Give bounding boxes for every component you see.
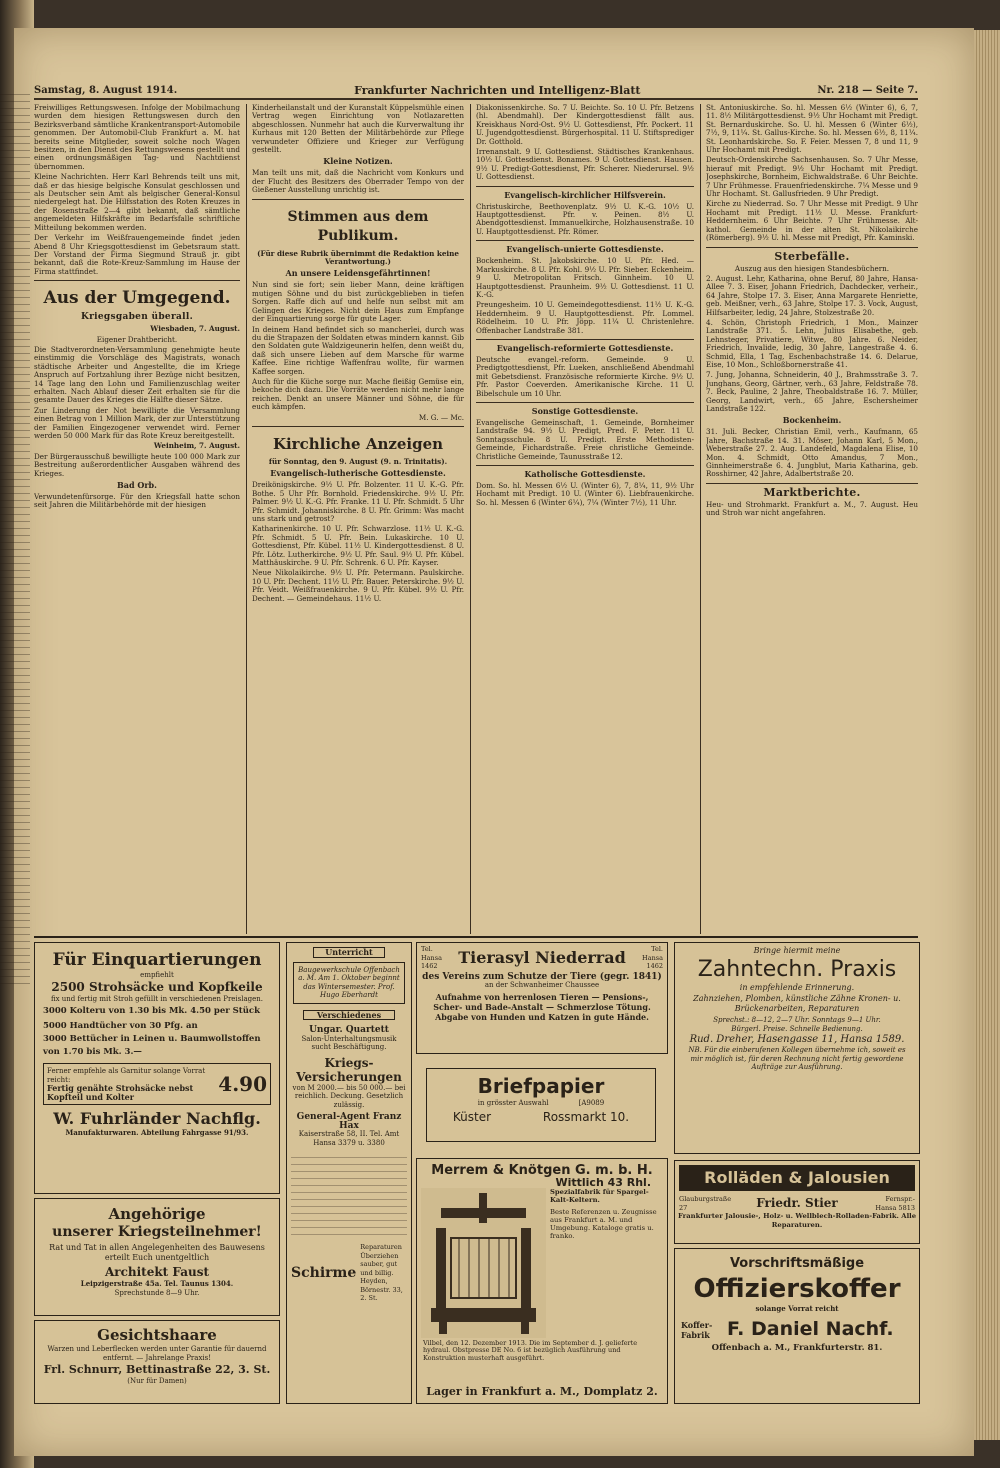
- subheading-sonstige: Sonstige Gottesdienste.: [531, 405, 639, 416]
- divider: [476, 465, 694, 466]
- ad-title: Briefpapier: [477, 1074, 605, 1098]
- article-paragraph: Heu- und Strohmarkt. Frankfurt a. M., 7. August. Heu und Stroh war nicht angefahren.: [706, 499, 918, 518]
- dateline: Weinheim, 7. August.: [153, 441, 240, 451]
- subheading-katholisch: Katholische Gottesdienste.: [524, 469, 646, 479]
- ad-text: von M 2000.— bis 50 000.— bei reichlich. Deckung. Gesetzlich zulässig.: [292, 1083, 406, 1109]
- divider: [476, 402, 694, 403]
- classified-label-verschiedenes: Verschiedenes: [303, 1010, 395, 1021]
- dateline: Wiesbaden, 7. August.: [150, 324, 240, 334]
- ad-angehoerige: [34, 1198, 280, 1316]
- ad-city: Wittlich 43 Rhl.: [555, 1176, 651, 1189]
- ad-text: Bringe hiermit meine: [753, 946, 841, 955]
- ad-gesichtshaare: [34, 1320, 280, 1404]
- ad-text: an der Schwanheimer Chaussee: [484, 981, 600, 989]
- article-paragraph: Deutsche evangel.-reform. Gemeinde. 9 U. Predigtgottesdienst, Pfr. Lueken, anschließend Abendmahl mit Gebetsdienst. Französische reformierte Kirche. 9½ U. Pfr. Pastor Coeverden. Amerikanische Kirche. 11 U. Bibelschule um 10 Uhr.: [476, 354, 694, 398]
- section-heading-sterbefaelle: Sterbefälle.: [774, 249, 850, 263]
- article-paragraph: Nun sind sie fort; sein lieber Mann, deine kräftigen mutigen Söhne und du bist zurückgeblieben in tiefen Sorgen. Raffe dich auf und helfe nun selbst mit am Gelingen des Krieges. Nicht dein Haus zum Empfange der Einquartierung sorge für gute Lager.: [252, 280, 464, 324]
- header-page-number: Nr. 218 — Seite 7.: [817, 84, 918, 96]
- ad-title: Gesichtshaare: [97, 1326, 217, 1344]
- ad-tierasyl: [416, 942, 668, 1054]
- subheading-standesbuecher: Auszug aus den hiesigen Standesbüchern.: [734, 263, 890, 273]
- ad-briefpapier: [426, 1068, 656, 1142]
- ad-footer: Lager in Frankfurt a. M., Domplatz 2.: [426, 1385, 658, 1398]
- article-paragraph: Katharinenkirche. 10 U. Pfr. Schwarzlose. 11½ U. K.-G. Pfr. Schmidt. 5 U. Pfr. Bein. Lukaskirche. 10 U. Gottesdienst, Pfr. Kübel. 11½ U. Kindergottesdienst. 8 U. Pfr. Lötz. Lutherkirche. 9½ U. Pfr. Saul. 9½ U. Pfr. Kübel. Matthäuskirche. 9 U. Pfr. Schrenk. 6 U. Pfr. Kayser.: [252, 524, 464, 568]
- ad-text: Manufakturwaren. Abteilung Fahrgasse 91/93.: [65, 1128, 249, 1137]
- ad-address: Offenbach a. M., Frankfurterstr. 81.: [711, 1342, 883, 1353]
- article-paragraph: Dom. So. hl. Messen 6½ U. (Winter 6), 7, 8¼, 11, 9½ Uhr Hochamt mit Predigt. 10 U. (Winter 6). Liebfrauenkirche. So. hl. Messen 6 (Winter 6¼), 7¼ (Winter 7½), 11 Uhr.: [476, 481, 694, 507]
- column-4: [706, 104, 918, 932]
- ad-item: 3000 Kolteru von 1.30 bis Mk. 4.50 per Stück: [43, 1006, 260, 1016]
- ad-text: Sprechstunde 8—9 Uhr.: [114, 1288, 200, 1297]
- article-paragraph: Kirche zu Niederrad. So. 7 Uhr Messe mit Predigt. 9 Uhr Hochamt mit Predigt. 11½ U. Messe. Frankfurt-Heddernheim. 6 Uhr Beichte. 7 Uhr Frühmesse. Alt-kathol. Gemeinde in der alten St. Nikolaikirche (Römerberg). 9½ U. hl. Messe mit Predigt, Pfr. Kaminski.: [706, 199, 918, 243]
- article-paragraph: Der Verkehr im Weißfrauengemeinde findet jeden Abend 8 Uhr Kriegsgottesdienst im Gebetsraum statt. Der Vorstand der Firma Siegmund Strauß jr. gibt bekannt, daß die Rote-Kreuz-Sammlung im Hause der Firma stattfindet.: [34, 233, 240, 276]
- divider: [476, 240, 694, 241]
- divider: [476, 186, 694, 187]
- subheading-hilfsverein: Evangelisch-kirchlicher Hilfsverein.: [504, 189, 666, 200]
- section-heading-markt: Marktberichte.: [763, 485, 861, 499]
- ad-offer-box: [43, 1063, 271, 1105]
- article-paragraph: 31. Juli. Becker, Christian Emil, verh., Kaufmann, 65 Jahre, Bachstraße 14. 31. Möser, Johann Karl, 5 Mon., Weberstraße 27. 2. Aug. Landefeld, Magdalena Elise, 10 Mon. 4. Schmidt, Otto Amandus, 7 Mon., Ginnheimerstraße 6. 4. Jungblut, Maria Katharina, geb. Rosshirner, 42 Jahre, Adalbertstraße 20.: [706, 427, 918, 479]
- article-paragraph: Preungesheim. 10 U. Gemeindegottesdienst. 11½ U. K.-G. Heddernheim. 9 U. Hauptgottesdienst. Pfr. Lommel. Rödelheim. 10 U. Pfr. Jöpp. 11¼ U. Christenlehre. Offenbacher Landstraße 381.: [476, 300, 694, 335]
- ad-text: Baugewerkschule Offenbach a. M. Am 1. Oktober beginnt das Wintersemester. Prof. Hugo Eberhardt: [293, 962, 405, 1004]
- article-paragraph: 2. August. Lehr, Katharina, ohne Beruf, 80 Jahre, Hansa-Allee 7. 3. Eiser, Johann Friedrich, Dachdecker, verheir., 64 Jahre, Stolpe 17. 3. Eiser, Anna Margarete Henriette, geb. Meißner, verh., 63 Jahre, Stolpe 17. 3. Vock, August, Hilfsarbeiter, ledig, 24 Jahre, Stolzestraße 20.: [706, 273, 918, 317]
- ad-title: Rolläden & Jalousien: [679, 1165, 915, 1191]
- subheading-bockenheim: Bockenheim.: [782, 415, 842, 426]
- ad-title: Ungar. Quartett: [309, 1025, 389, 1035]
- ad-text: Zahnziehen, Plomben, künstliche Zähne Kronen- u. Brückenarbeiten, Reparaturen: [693, 994, 901, 1013]
- ad-text: Sprechst.: 8—12, 2—7 Uhr. Sonntags 9—1 Uhr.: [713, 1016, 881, 1024]
- fruit-press-illustration: [421, 1188, 546, 1338]
- subheading-reformiert: Evangelisch-reformierte Gottesdienste.: [496, 342, 674, 353]
- article-paragraph: Bockenheim. St. Jakobskirche. 10 U. Pfr. Hed. — Markuskirche. 8 U. Pfr. Kohl. 9½ U. Pfr. Sieber. Eckenheim. 9 U. Metropolitan Fritsch. Ginnheim. 10 U. Hauptgottesdienst. Praunheim. 9½ U. Gottesdienst. 11 U. K.-G.: [476, 256, 694, 299]
- ad-text: Frankfurter Jalousie-, Holz- u. Wellblech-Rolladen-Fabrik. Alle Reparaturen.: [677, 1212, 917, 1229]
- article-paragraph: Kinderheilanstalt und der Kuranstalt Küppelsmühle einen Vertrag wegen Einrichtung von Notlazaretten abgeschlossen. Nunmehr hat auch die Kurverwaltung ihr Kurhaus mit 120 Betten der Militärbehörde zur Pflege verwundeter Offiziere und Krieger zur Verfügung gestellt.: [252, 104, 464, 155]
- ad-phone: Fernspr.-Hansa 5813: [875, 1195, 915, 1212]
- ad-text: solange Vorrat reicht: [755, 1304, 839, 1313]
- ad-name: General-Agent Franz Hax: [296, 1112, 402, 1131]
- article-paragraph: Deutsch-Ordenskirche Sachsenhausen. So. 7 Uhr Messe, hierauf mit Predigt. 9½ Uhr Hochamt mit Predigt. Josephskirche, Bornheim, Eichwaldstraße. 6 Uhr Beichte. 7 Uhr Frühmesse. Frauenfriedenskirche. 7¼ Messe und 9 Uhr Hochamt. St. Gallusfrieden. 9 Uhr Predigt.: [706, 155, 918, 199]
- ad-name: Rud. Dreher, Hasengasse 11, Hansa 1589.: [689, 1034, 905, 1045]
- ad-code: [A9089: [578, 1099, 605, 1107]
- subheading-kriegsgaben: Kriegsgaben überall.: [81, 312, 193, 323]
- ad-text: in grösster Auswahl: [477, 1099, 549, 1107]
- divider: [252, 199, 464, 200]
- signature: M. G. — Mc.: [418, 412, 464, 422]
- sunday-date: für Sonntag, den 9. August (9. n. Trinitatis).: [268, 456, 448, 466]
- section-heading-umgegend: Aus der Umgegend.: [43, 288, 231, 309]
- ad-title: Merrem & Knötgen G. m. b. H.: [431, 1163, 653, 1178]
- column-rule: [246, 104, 247, 934]
- article-paragraph: Der Bürgerausschuß bewilligte heute 100 000 Mark zur Bestreitung außerordentlicher Ausgaben während des Krieges.: [34, 451, 240, 478]
- article-paragraph: St. Antoniuskirche. So. hl. Messen 6½ (Winter 6), 6, 7, 11. 8½ Militärgottesdienst. 9½ Uhr Hochamt mit Predigt. St. Bernarduskirche. So. U. hl. Messen 6 (Winter 6½), 7½, 9, 11¼. St. Gallus-Kirche. So. hl. Messen 6½, 8, 11¼. St. Leonhardskirche. So. F. Feier. Messen 7, 8 und 11, 9 Uhr Hochamt mit Predigt.: [706, 104, 918, 155]
- article-paragraph: In deinem Hand befindet sich so mancherlei, durch was du die Strapazen der Soldaten etwas mindern kannst. Gib den Soldaten gute Waldzigeunerin helfen, denn weißt du, daß sich unsere Lieben auf dem Marsche für warme Kaffee. Eine richtige Waffenfrau wollte, für warmen Kaffee sorgen.: [252, 324, 464, 376]
- article-paragraph: Irrenanstalt. 9 U. Gottesdienst. Städtisches Krankenhaus. 10½ U. Gottesdienst. Bonames. 9 U. Gottesdienst. Hausen. 9½ U. Predigt-Gottesdienst, Pfr. Scherer. Niederursel. 9½ U. Gottesdienst.: [476, 147, 694, 182]
- subheading-leidensgefaehrtinnen: An unsere Leidensgefährtinnen!: [285, 268, 431, 279]
- ad-einquartierung: [34, 942, 280, 1194]
- ad-merrem: [416, 1158, 668, 1404]
- article-paragraph: Christuskirche, Beethovenplatz. 9½ U. K.-G. 10½ U. Hauptgottesdienst. Pfr. v. Peinen. 8½ U. Abendgottesdienst. Immanuelkirche, Holzhausenstraße. 10 U. Hauptgottesdienst. Pfr. Römer.: [476, 201, 694, 236]
- ad-title: Zahntechn. Praxis: [697, 956, 897, 982]
- ad-schirme: [287, 1243, 411, 1303]
- article-paragraph: Diakonissenkirche. So. 7 U. Beichte. So. 10 U. Pfr. Betzens (hl. Abendmahl). Der Kindergottesdienst fällt aus. Kreiskhaus Nord-Ost. 9½ U. Gottesdienst, Pfr. Pockert. 11 U. Jugendgottesdienst. Bürgerhospital. 11 U. Stiftsprediger Dr. Gotthold.: [476, 104, 694, 146]
- ad-title: unserer Kriegsteilnehmer!: [52, 1224, 262, 1240]
- article-paragraph: Neue Nikolaikirche. 9½ U. Pfr. Petermann. Paulskirche. 10 U. Pfr. Dechent. 11½ U. Pfr. Bauer. Peterskirche. 9½ U. Pfr. Veidt. Weißfrauenkirche. 9 U. Pfr. Kübel. 9½ U. Pfr. Dechent. — Gemeindehaus. 11½ U.: [252, 568, 464, 603]
- header-date: Samstag, 8. August 1914.: [34, 84, 178, 96]
- ad-name: Friedr. Stier: [756, 1196, 838, 1211]
- divider: [706, 483, 918, 484]
- section-heading-stimmen: Stimmen aus dem Publikum.: [287, 208, 429, 244]
- ads-divider: [34, 936, 918, 938]
- ad-text: in empfehlende Erinnerung.: [739, 982, 855, 992]
- ad-text: Reparaturen Überziehen sauber, gut und billig. Heyden, Börnestr. 33, 2. St.: [360, 1243, 403, 1302]
- previous-page-strip: [0, 88, 30, 988]
- ad-text: fix und fertig mit Stroh gefüllt in verschiedenen Preislagen.: [50, 994, 264, 1003]
- dateline: Bad Orb.: [117, 480, 157, 491]
- ad-title: Kriegs-Versicherungen: [296, 1055, 402, 1084]
- ad-text: Aufnahme von herrenlosen Tieren — Pensions-, Scher- und Bade-Anstalt — Schmerzlose Tötung. Abgabe von Hunden und Katzen in gute Hände.: [433, 991, 651, 1022]
- page-header: [34, 82, 918, 100]
- ad-title: Für Einquartierungen: [52, 950, 262, 970]
- ad-name: Frl. Schnurr, Bettinastraße 22, 3. St.: [43, 1363, 271, 1376]
- ad-text: Bürgerl. Preise. Schnelle Bedienung.: [731, 1024, 863, 1033]
- column-2: [252, 104, 464, 932]
- ad-text: Rat und Tat in allen Angelegenheiten des Bauwesens erteilt Euch unentgeltlich: [49, 1243, 265, 1262]
- ad-title: Schirme: [291, 1264, 357, 1281]
- ad-title: Angehörige: [108, 1205, 206, 1223]
- subheading-ev-lutherisch: Evangelisch-lutherische Gottesdienste.: [270, 468, 446, 479]
- article-paragraph: Man teilt uns mit, daß die Nachricht vom Konkurs und der Flucht des Besitzers des Oberrader Tempo von der Gießener Ausstellung unrichtig ist.: [252, 168, 464, 195]
- ad-text: empfiehlt: [140, 971, 174, 979]
- ad-title: Vorschriftsmäßige: [729, 1256, 865, 1271]
- divider: [252, 426, 464, 427]
- subheading-notizen: Kleine Notizen.: [323, 156, 393, 167]
- article-paragraph: Zur Linderung der Not bewilligte die Versammlung einen Betrag von 1 Million Mark, der zur Unterstützung der Familien Eingezogener verwendet wird. Ferner werden 50 000 Mark für das Rote Kreuz bereitgestellt.: [34, 405, 240, 440]
- ad-name: Architekt Faust: [104, 1265, 210, 1279]
- byline: Eigener Drahtbericht.: [96, 334, 178, 344]
- page-edge-stack: [974, 30, 1000, 1440]
- classified-label-unterricht: Unterricht: [313, 947, 385, 958]
- ad-title: Offizierskoffer: [693, 1274, 901, 1304]
- ad-headline: 2500 Strohsäcke und Kopfkeile: [51, 979, 263, 994]
- ad-text: Leipzigerstraße 45a. Tel. Taunus 1304.: [80, 1279, 234, 1288]
- ad-text: Beste Referenzen u. Zeugnisse aus Frankfurt a. M. und Umgebung. Kataloge gratis u. franko.: [550, 1207, 657, 1240]
- ad-rollaeden: [674, 1160, 920, 1244]
- ad-title: Tierasyl Niederrad: [458, 947, 626, 967]
- divider: [34, 280, 240, 281]
- ad-text: Ferner empfehle als Garnitur solange Vorrat reicht:: [47, 1067, 206, 1084]
- column-rule: [700, 104, 701, 934]
- classified-small-ads: [291, 1151, 407, 1239]
- divider: [476, 339, 694, 340]
- ad-zahntechnik: [674, 942, 920, 1154]
- ad-address: Glauburgstraße 27: [679, 1195, 732, 1212]
- ad-classifieds: [286, 942, 412, 1404]
- header-masthead: Frankfurter Nachrichten und Intelligenz-Blatt: [354, 83, 641, 97]
- ad-name: Küster: [452, 1109, 492, 1124]
- ad-phone: Tel. Hansa 1462: [421, 945, 442, 970]
- ad-subtitle: des Vereins zum Schutze der Tiere (gegr. 1841): [422, 971, 662, 982]
- article-paragraph: Kleine Nachrichten. Herr Karl Behrends teilt uns mit, daß er das hiesige belgische Konsulat geschlossen und als Deutscher sein Amt als belgischer General-Konsul niedergelegt hat. Die Hilfsstation des Roten Kreuzes in der Rosenstraße 2—4 gibt bekannt, daß sämtliche angemeldeten Hilfskräfte im Bedarfsfalle schriftliche Mitteilung bekommen werden.: [34, 172, 240, 232]
- ad-phone: Tel. Hansa 1462: [642, 945, 663, 970]
- ad-text: Salon-Unterhaltungsmusik sucht Beschäftigung.: [301, 1034, 397, 1051]
- ad-item: 3000 Bettücher in Leinen u. Baumwollstoffen von 1.70 bis Mk. 3.—: [43, 1034, 261, 1057]
- article-paragraph: Evangelische Gemeinschaft, 1. Gemeinde, Bornheimer Landstraße 94. 9½ U. Predigt, Pred. F. Peter. 11 U. Sonntagsschule. 8 U. Predigt. Erste Methodisten-Gemeinde, Fichardstraße. Freie christliche Gemeinde. Christliche Gemeinde, Taunusstraße 12.: [476, 417, 694, 461]
- ad-firm: W. Fuhrländer Nachflg.: [53, 1109, 261, 1128]
- article-paragraph: 7. Jung, Johanna, Schneiderin, 40 J., Brahmsstraße 3. 7. Junghans, Georg, Gärtner, verh., 63 Jahre, Feldstraße 78. 7. Beck, Pauline, 2 Jahre, Theobaldstraße 16. 7. Müller, Georg, Landwirt, verh., 65 Jahre, Eschersheimer Landstraße 122.: [706, 370, 918, 413]
- editorial-note: (Für diese Rubrik übernimmt die Redaktion keine Verantwortung.): [257, 248, 459, 267]
- ad-text: Kaiserstraße 58, II. Tel. Amt Hansa 3379 u. 3380: [298, 1130, 400, 1147]
- article-paragraph: 4. Schön, Christoph Friedrich, 1 Mon., Mainzer Landstraße 371. 5. Lehn, Julius Elisabethe, geb. Lehnsteger, Privatiere, Witwe, 80 Jahre. 6. Neider, Friedrich, Invalide, ledig, 30 Jahre, Langestraße 4. 6. Schmid, Ella, 1 Tag, Eschenbachstraße 14. 6. Delarue, Eise, 10 Mon., Schloßbornerstraße 41.: [706, 317, 918, 369]
- ad-text: NB. Für die einberufenen Kollegen übernehme ich, soweit es mir möglich ist, für deren Rechnung nicht fertig gewordene Aufträge zur Ausführung.: [688, 1046, 906, 1071]
- ad-item: 5000 Handtücher von 30 Pfg. an: [43, 1021, 198, 1031]
- subheading-unierte: Evangelisch-unierte Gottesdienste.: [506, 244, 664, 255]
- column-1: [34, 104, 240, 932]
- ad-offizierskoffer: [674, 1248, 920, 1404]
- article-paragraph: Verwundetenfürsorge. Für den Kriegsfall hatte schon seit Jahren die Militärbehörde mit der hiesigen: [34, 492, 240, 510]
- ad-text: (Nur für Damen): [127, 1377, 187, 1385]
- ad-text: Spezialfabrik für Spargel-Kalt-Keltern.: [550, 1187, 649, 1204]
- column-rule: [470, 104, 471, 934]
- ad-text: Vilbel, den 12. Dezember 1913. Die im September d. J. gelieferte hydraul. Obstpresse DE No. 6 ist bezüglich Ausführung und Konstruktion musterhaft ausgeführt.: [423, 1338, 638, 1363]
- ad-text: Fertig genähte Strohsäcke nebst Kopfteil und Kolter: [47, 1083, 194, 1102]
- ad-firm: F. Daniel Nachf.: [727, 1318, 894, 1341]
- ad-text: Warzen und Leberflecken werden unter Garantie für dauernd entfernt. — Jahrelange Praxis!: [47, 1345, 267, 1362]
- divider: [706, 247, 918, 248]
- ad-price: 4.90: [218, 1071, 267, 1096]
- article-paragraph: Die Stadtverordneten-Versammlung genehmigte heute einstimmig die Vorschläge des Magistrats, wonach städtische Arbeiter und Angestellte, die im Kriege Anspruch auf Fortzahlung ihrer Bezüge nicht besitzen, 14 Tage lang den Lohn und Familienzuschlag weiter erhalten. Nach Ablauf dieser Zeit erhalten sie für die gesamte Dauer des Krieges die Hälfte dieser Sätze.: [34, 344, 240, 405]
- section-heading-kirchliche: Kirchliche Anzeigen: [272, 434, 444, 453]
- article-paragraph: Auch für die Küche sorge nur. Mache fleißig Gemüse ein, bekoche dich dazu. Die Vorräte werden nicht mehr lange reichen. Denkt an unsere Männer und Söhne, die für euch kämpfen.: [252, 376, 464, 412]
- ad-text: Koffer-Fabrik: [681, 1319, 713, 1340]
- article-paragraph: Dreikönigskirche. 9½ U. Pfr. Bolzenter. 11 U. K.-G. Pfr. Bothe. 5 Uhr Pfr. Bornhold. Friedenskirche. 9½ U. Pfr. Palmer. 9½ U. K.-G. Pfr. Franke. 11 U. Pfr. Schmidt. 5 Uhr Pfr. Schmidt. Johanniskirche. 8 U. Pfr. Grimm: Was macht uns stark und getrost?: [252, 480, 464, 523]
- ad-address: Rossmarkt 10.: [542, 1109, 630, 1124]
- column-3: [476, 104, 694, 932]
- article-paragraph: Freiwilliges Rettungswesen. Infolge der Mobilmachung wurden dem hiesigen Rettungswesen durch den Bezirksverband sämtliche Krankentransport-Automobile genommen. Der Automobil-Club Frankfurt a. M. hat bereits seine Mitglieder, soweit solche noch Wagen besitzen, in den Dienst des Rettungswesens gestellt und einen ordnungsmäßigen Tag- und Nachtdienst übernommen.: [34, 104, 240, 171]
